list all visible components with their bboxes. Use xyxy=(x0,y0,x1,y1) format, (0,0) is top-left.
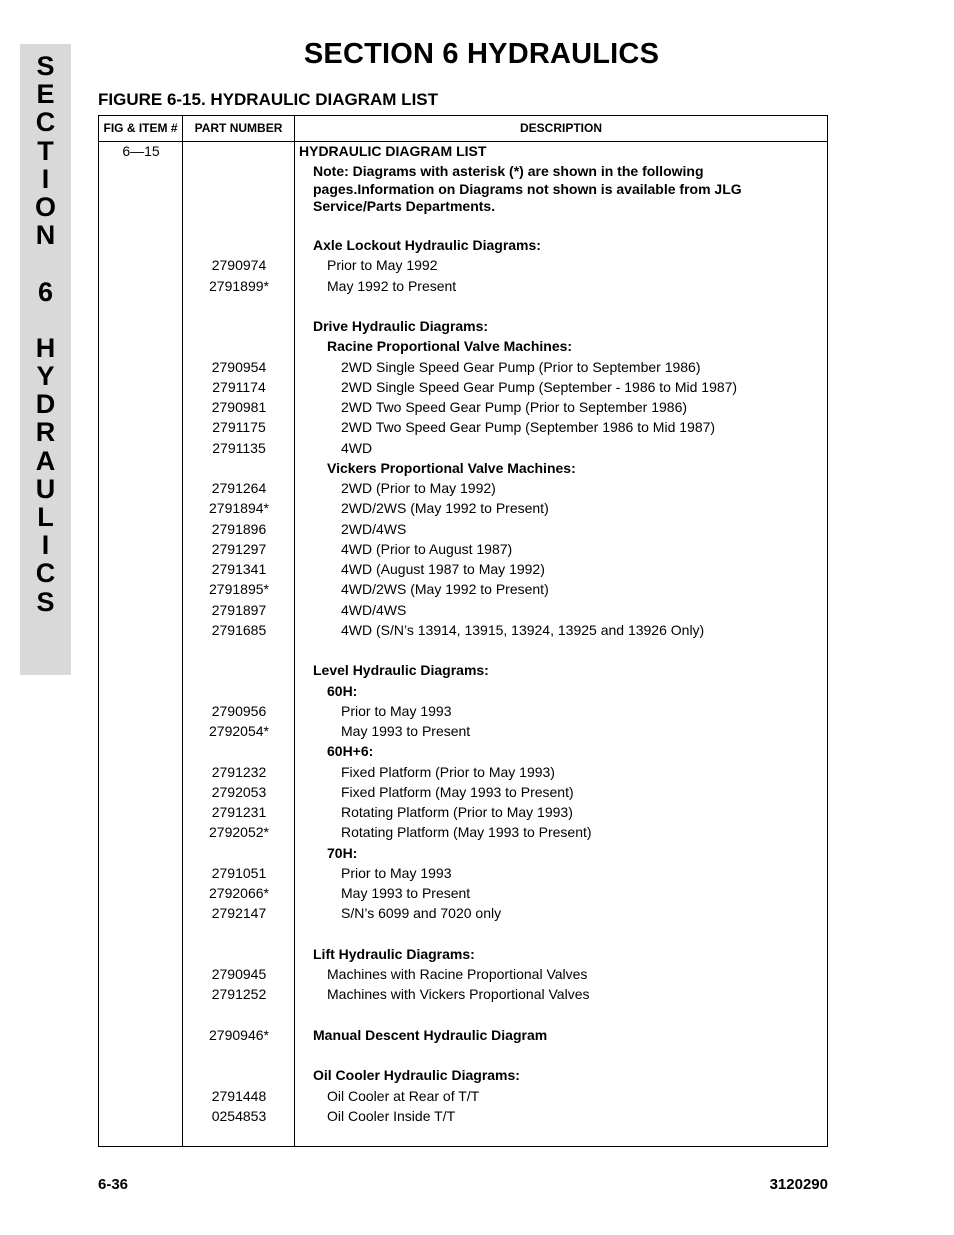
side-tab-letter: C xyxy=(35,558,56,589)
table-row xyxy=(99,844,827,864)
description-cell: Fixed Platform (May 1993 to Present) xyxy=(341,783,574,800)
table-row xyxy=(99,142,827,162)
side-tab-letter: R xyxy=(35,417,56,448)
description-cell: Prior to May 1993 xyxy=(341,702,452,719)
page-title: SECTION 6 HYDRAULICS xyxy=(303,38,660,70)
description-cell: 2WD Single Speed Gear Pump (September - 1986 to Mid 1987) xyxy=(341,378,738,395)
table-row xyxy=(99,621,827,641)
part-number-cell: 2792066* xyxy=(209,885,269,901)
part-number-cell: 2790974 xyxy=(211,257,267,274)
description-cell: Manual Descent Hydraulic Diagram xyxy=(313,1026,548,1043)
description-cell: Lift Hydraulic Diagrams: xyxy=(313,945,475,962)
table-row xyxy=(99,1087,827,1107)
part-number-cell: 2791448 xyxy=(211,1087,267,1104)
description-cell: Vickers Proportional Valve Machines: xyxy=(327,459,576,476)
side-tab-letter: I xyxy=(41,530,50,561)
part-number-cell: 2790954 xyxy=(211,358,267,375)
header-fig-item: FIG & ITEM # xyxy=(103,121,178,135)
description-cell: Level Hydraulic Diagrams: xyxy=(313,662,489,679)
part-number-cell: 2792147 xyxy=(211,905,267,922)
table-row xyxy=(99,398,827,418)
table-row xyxy=(99,763,827,783)
table-row xyxy=(99,702,827,722)
description-cell xyxy=(299,1006,827,1007)
part-number-cell: 2791135 xyxy=(212,439,266,456)
part-number-cell: 2791894* xyxy=(209,500,269,517)
side-tab-letter: H xyxy=(35,332,56,363)
side-tab-letter: A xyxy=(35,445,56,476)
description-cell: 4WD xyxy=(341,439,373,456)
description-cell xyxy=(299,641,827,642)
description-cell: May 1993 to Present xyxy=(341,723,471,739)
description-cell: 4WD/4WS xyxy=(341,601,407,618)
table-row xyxy=(99,661,827,681)
header-part-number: PART NUMBER xyxy=(194,121,283,135)
description-cell: 60H+6: xyxy=(327,743,374,760)
table-row xyxy=(99,277,827,297)
table-row xyxy=(99,499,827,519)
part-number-cell: 2791297 xyxy=(211,540,267,557)
description-cell: 2WD/2WS (May 1992 to Present) xyxy=(341,500,549,517)
side-tab-letter: S xyxy=(36,586,55,617)
table-row xyxy=(99,337,827,357)
part-number-cell: 2792054* xyxy=(209,723,269,739)
description-cell: May 1993 to Present xyxy=(341,885,471,901)
description-cell: 2WD Single Speed Gear Pump (Prior to September 1986) xyxy=(341,358,701,375)
description-cell: Machines with Racine Proportional Valves xyxy=(327,966,588,982)
table-row xyxy=(99,722,827,742)
table-row xyxy=(99,256,827,276)
description-cell: 60H: xyxy=(327,682,358,699)
part-number-cell: 2791685 xyxy=(211,621,267,638)
table-row xyxy=(99,378,827,398)
side-tab-letter: C xyxy=(35,107,56,138)
table-row xyxy=(99,945,827,965)
header-description: DESCRIPTION xyxy=(519,121,602,135)
table-row xyxy=(99,1107,827,1127)
description-cell: 2WD Two Speed Gear Pump (September 1986 to Mid 1987) xyxy=(341,419,716,436)
part-number-cell: 2791341 xyxy=(211,561,267,577)
description-cell xyxy=(299,216,827,217)
table-row xyxy=(99,479,827,499)
side-tab-letter: D xyxy=(35,389,56,420)
part-number-cell: 2790946* xyxy=(209,1026,269,1043)
part-number-cell: 2791264 xyxy=(211,480,267,496)
description-cell: Fixed Platform (Prior to May 1993) xyxy=(341,763,555,780)
description-cell: May 1992 to Present xyxy=(327,277,457,294)
description-cell: 4WD (Prior to August 1987) xyxy=(341,540,513,557)
table-row xyxy=(99,540,827,560)
part-number-cell: 2791897 xyxy=(211,601,267,618)
table-row xyxy=(99,641,827,661)
table-row xyxy=(99,742,827,762)
table-row xyxy=(99,601,827,621)
table-row xyxy=(99,884,827,904)
part-number-cell: 2791232 xyxy=(211,763,267,780)
description-cell: 2WD Two Speed Gear Pump (Prior to September 1986) xyxy=(341,399,688,415)
table-row xyxy=(99,985,827,1005)
description-cell: Prior to May 1993 xyxy=(341,864,452,881)
page-number: 6-36 xyxy=(98,1176,129,1193)
table-row xyxy=(99,236,827,256)
part-number-cell: 2792052* xyxy=(209,824,269,841)
description-cell: Drive Hydraulic Diagrams: xyxy=(313,318,489,334)
document-number: 3120290 xyxy=(769,1176,828,1193)
side-tab-letter: E xyxy=(36,79,55,110)
description-cell xyxy=(299,297,827,298)
side-tab-letter: Y xyxy=(36,361,55,392)
part-number-cell: 2791175 xyxy=(212,419,266,436)
side-tab-letter: N xyxy=(35,220,56,251)
table-row xyxy=(99,864,827,884)
table-row xyxy=(99,904,827,924)
part-number-cell: 2791252 xyxy=(211,986,267,1003)
description-cell: 2WD/4WS xyxy=(341,520,407,537)
section-side-tab xyxy=(20,44,71,675)
description-cell: 4WD (August 1987 to May 1992) xyxy=(341,561,545,577)
description-cell: Prior to May 1992 xyxy=(327,257,438,274)
table-row xyxy=(99,162,827,216)
description-cell xyxy=(299,925,827,926)
side-tab-letter: 6 xyxy=(37,276,54,307)
side-tab-letter: O xyxy=(34,191,56,222)
table-row xyxy=(99,358,827,378)
table-row xyxy=(99,803,827,823)
table-row xyxy=(99,1066,827,1086)
table-row xyxy=(99,418,827,438)
side-tab-letter: T xyxy=(37,135,54,166)
figure-title: FIGURE 6-15. HYDRAULIC DIAGRAM LIST xyxy=(98,90,439,109)
table-row xyxy=(99,682,827,702)
side-tab-letter: L xyxy=(37,502,54,532)
part-number-cell: 2790981 xyxy=(211,399,267,415)
part-number-cell: 2790956 xyxy=(211,702,267,719)
part-number-cell: 2791899* xyxy=(209,277,269,294)
part-number-cell: 2791896 xyxy=(211,520,267,537)
table-row xyxy=(99,925,827,945)
table-row xyxy=(99,317,827,337)
part-number-cell: 2791231 xyxy=(211,804,267,820)
table-row xyxy=(99,1046,827,1066)
part-number-cell: 0254853 xyxy=(211,1107,267,1124)
table-row xyxy=(99,965,827,985)
side-tab-letters xyxy=(20,52,71,616)
fig-item-cell: 6—15 xyxy=(122,143,160,159)
table-row xyxy=(99,560,827,580)
side-tab-letter: I xyxy=(41,163,50,194)
table-row xyxy=(99,459,827,479)
description-cell: Oil Cooler Inside T/T xyxy=(327,1107,456,1124)
description-cell xyxy=(299,1046,827,1047)
description-cell: 4WD/2WS (May 1992 to Present) xyxy=(341,581,549,598)
description-cell: 70H: xyxy=(327,844,358,861)
table-row xyxy=(99,1006,827,1026)
table-row xyxy=(99,439,827,459)
table-row xyxy=(99,823,827,843)
table-row xyxy=(99,216,827,236)
table-row xyxy=(99,783,827,803)
description-cell: 4WD (S/N’s 13914, 13915, 13924, 13925 and 13926 Only) xyxy=(341,621,705,638)
description-cell: Rotating Platform (Prior to May 1993) xyxy=(341,804,573,820)
table-row xyxy=(99,520,827,540)
part-number-cell: 2791895* xyxy=(209,581,269,598)
table-row xyxy=(99,580,827,600)
side-tab-letter: U xyxy=(35,473,56,504)
description-cell: Axle Lockout Hydraulic Diagrams: xyxy=(313,237,541,253)
description-cell: Racine Proportional Valve Machines: xyxy=(327,338,573,355)
part-number-cell: 2790945 xyxy=(211,966,267,982)
description-cell: Oil Cooler Hydraulic Diagrams: xyxy=(313,1067,520,1084)
description-cell: Machines with Vickers Proportional Valves xyxy=(327,986,590,1003)
description-cell: S/N’s 6099 and 7020 only xyxy=(341,905,502,922)
description-cell: Rotating Platform (May 1993 to Present) xyxy=(341,824,592,841)
description-cell: Oil Cooler at Rear of T/T xyxy=(327,1087,480,1104)
description-cell: 2WD (Prior to May 1992) xyxy=(341,480,496,496)
part-number-cell: 2792053 xyxy=(211,783,267,800)
description-cell: Note: Diagrams with asterisk (*) are shown in the following pages.Information on Diagrams not shown is available from JLG Service/Parts Departments. xyxy=(313,163,742,215)
part-number-cell: 2791174 xyxy=(212,378,266,395)
description-cell: HYDRAULIC DIAGRAM LIST xyxy=(299,143,487,159)
table-row xyxy=(99,297,827,317)
table-body xyxy=(99,142,827,1127)
table-row xyxy=(99,1026,827,1046)
part-number-cell: 2791051 xyxy=(211,864,267,881)
hydraulic-diagram-table xyxy=(98,115,828,1147)
side-tab-letter: S xyxy=(36,51,55,81)
